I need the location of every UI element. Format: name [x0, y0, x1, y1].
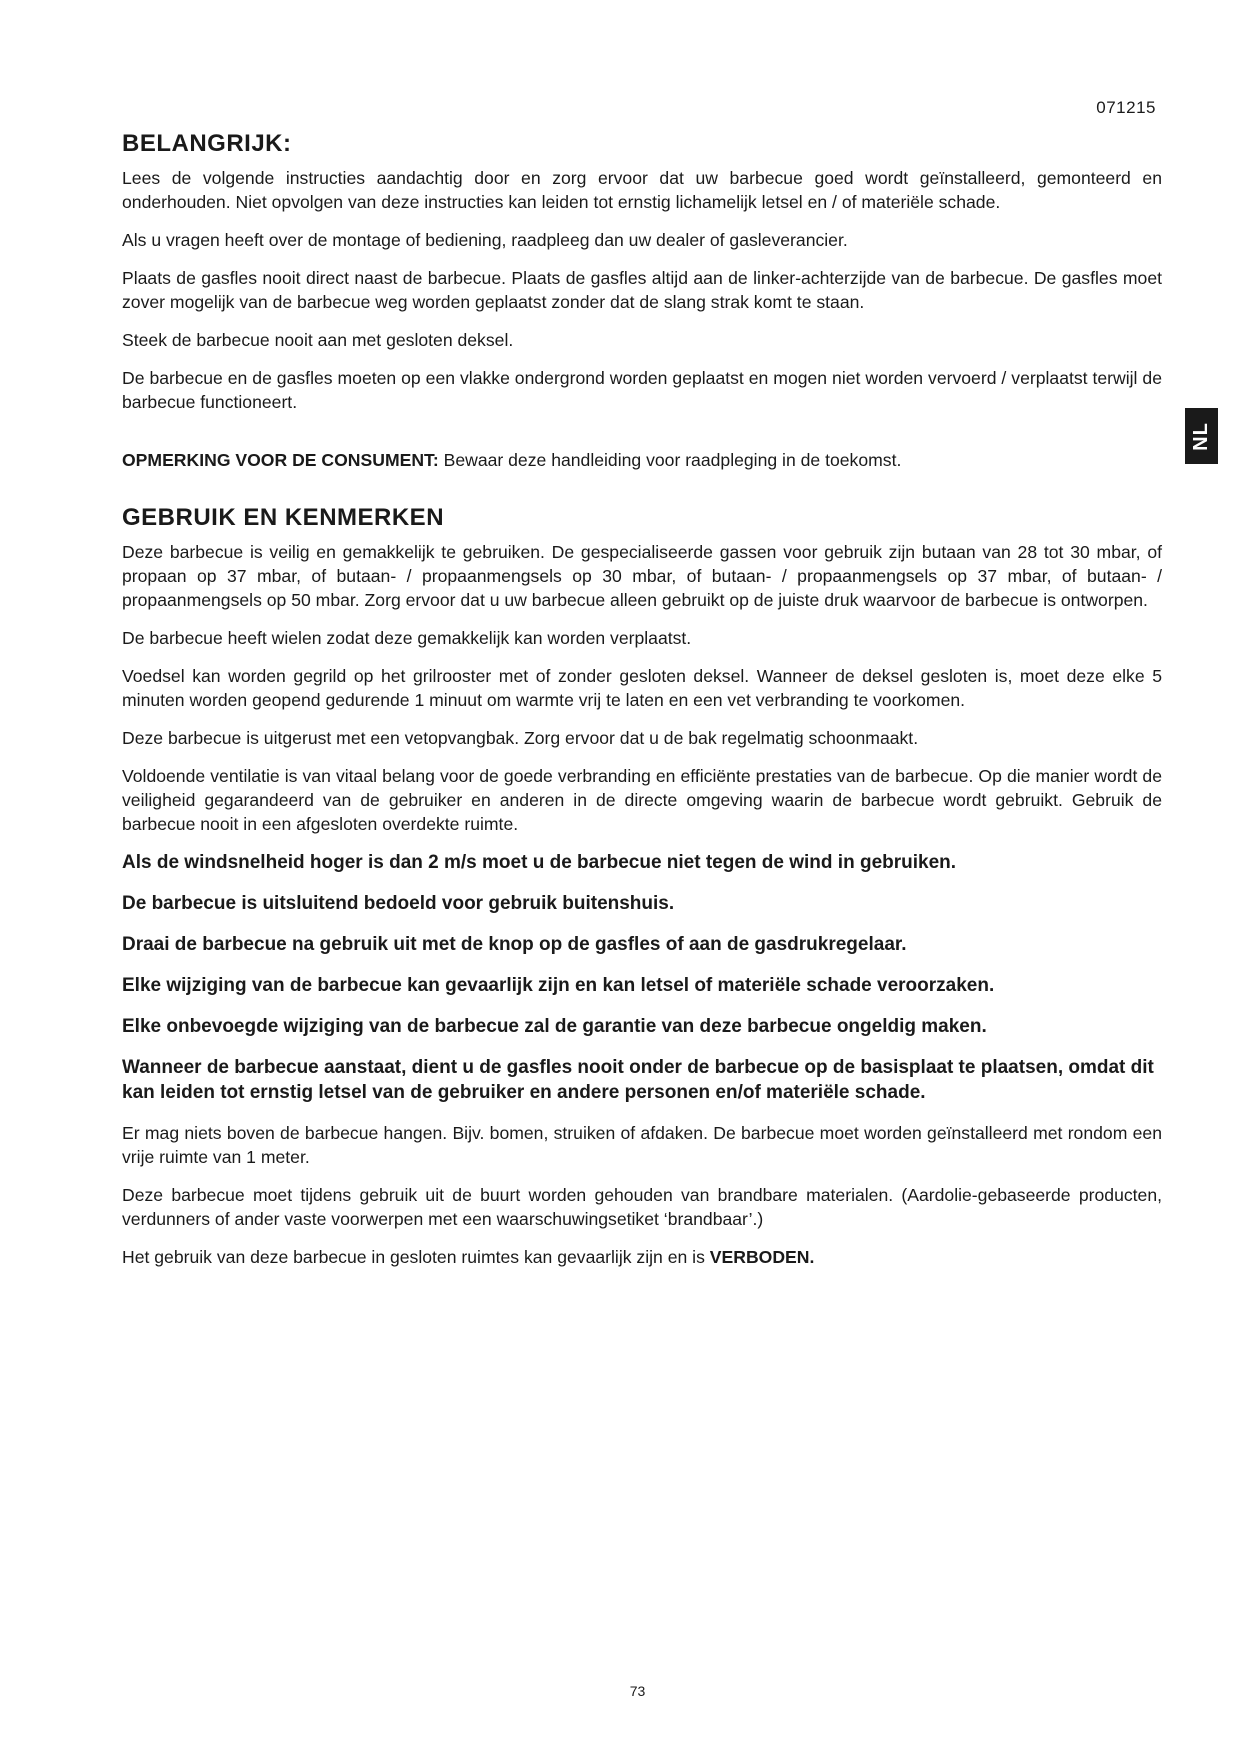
paragraph: De barbecue heeft wielen zodat deze gemakkelijk kan worden verplaatst. — [122, 628, 692, 648]
paragraph: Lees de volgende instructies aandachtig door en zorg ervoor dat uw barbecue goed wordt geïnstalleerd, gemonteerd en onderhouden. Niet opvolgen van deze instructies kan leiden tot ernstig lichamelijk letsel en / of materiële schade. — [122, 168, 1162, 212]
document-code: 071215 — [1096, 98, 1156, 117]
final-text: Het gebruik van deze barbecue in gesloten ruimtes kan gevaarlijk zijn en is — [122, 1247, 710, 1267]
warning-text: Wanneer de barbecue aanstaat, dient u de gasfles nooit onder de barbecue op de basisplaat te plaatsen, omdat dit kan leiden tot ernstig letsel van de gebruiker en andere personen en/of materiële schade. — [122, 1057, 1154, 1103]
language-tab — [1185, 408, 1218, 464]
consumer-note-label: OPMERKING VOOR DE CONSUMENT: — [122, 450, 439, 470]
paragraph: Er mag niets boven de barbecue hangen. Bijv. bomen, struiken of afdaken. De barbecue moet worden geïnstalleerd met rondom een vrije ruimte van 1 meter. — [122, 1123, 1162, 1167]
final-paragraph — [122, 1245, 1162, 1269]
warning-text: De barbecue is uitsluitend bedoeld voor gebruik buitenshuis. — [122, 893, 675, 914]
section-title-gebruik: GEBRUIK EN KENMERKEN — [122, 504, 445, 531]
final-bold-text: VERBODEN. — [709, 1247, 815, 1267]
section-title-belangrijk: BELANGRIJK: — [122, 130, 292, 157]
paragraph: Plaats de gasfles nooit direct naast de barbecue. Plaats de gasfles altijd aan de linker-achterzijde van de barbecue. De gasfles moet zover mogelijk van de barbecue weg worden geplaatst zonder dat de slang strak komt te staan. — [122, 268, 1162, 312]
consumer-note-text: Bewaar deze handleiding voor raadpleging in de toekomst. — [438, 450, 902, 470]
paragraph: Deze barbecue is veilig en gemakkelijk te gebruiken. De gespecialiseerde gassen voor gebruik zijn butaan van 28 tot 30 mbar, of propaan op 37 mbar, of butaan- / propaanmengsels op 30 mbar, of butaan- / propaanmengsels op 37 mbar, of butaan- / propaanmengsels op 50 mbar. Zorg ervoor dat u uw barbecue alleen gebruikt op de juiste druk waarvoor de barbecue is ontworpen. — [122, 542, 1162, 610]
paragraph: De barbecue en de gasfles moeten op een vlakke ondergrond worden geplaatst en mogen niet worden vervoerd / verplaatst terwijl de barbecue functioneert. — [122, 368, 1162, 412]
paragraph: Voedsel kan worden gegrild op het grilrooster met of zonder gesloten deksel. Wanneer de deksel gesloten is, moet deze elke 5 minuten worden geopend gedurende 1 minuut om warmte vrij te laten en een vet verbranding te voorkomen. — [122, 666, 1162, 710]
warning-text: Elke wijziging van de barbecue kan gevaarlijk zijn en kan letsel of materiële schade veroorzaken. — [122, 975, 995, 996]
paragraph: Voldoende ventilatie is van vitaal belang voor de goede verbranding en efficiënte prestaties van de barbecue. Op die manier wordt de veiligheid gegarandeerd van de gebruiker en anderen in de directe omgeving waarin de barbecue wordt gebruikt. Gebruik de barbecue nooit in een afgesloten overdekte ruimte. — [122, 766, 1162, 834]
warning-text: Elke onbevoegde wijziging van de barbecue zal de garantie van deze barbecue ongeldig maken. — [122, 1016, 987, 1037]
page-content — [122, 130, 1162, 1283]
paragraph: Steek de barbecue nooit aan met gesloten deksel. — [122, 330, 514, 350]
warning-text: Draai de barbecue na gebruik uit met de knop op de gasfles of aan de gasdrukregelaar. — [122, 934, 907, 955]
warning-text: Als de windsnelheid hoger is dan 2 m/s moet u de barbecue niet tegen de wind in gebruiken. — [122, 852, 957, 873]
language-tab-label: NL — [1189, 421, 1212, 451]
paragraph: Deze barbecue is uitgerust met een vetopvangbak. Zorg ervoor dat u de bak regelmatig schoonmaakt. — [122, 728, 919, 748]
paragraph: Als u vragen heeft over de montage of bediening, raadpleeg dan uw dealer of gasleverancier. — [122, 230, 848, 250]
consumer-note — [122, 448, 1162, 472]
page-number: 73 — [629, 1683, 646, 1699]
paragraph: Deze barbecue moet tijdens gebruik uit de buurt worden gehouden van brandbare materialen. (Aardolie-gebaseerde producten, verdunners of ander vaste voorwerpen met een waarschuwingsetiket ‘brandbaar’.) — [122, 1185, 1162, 1229]
